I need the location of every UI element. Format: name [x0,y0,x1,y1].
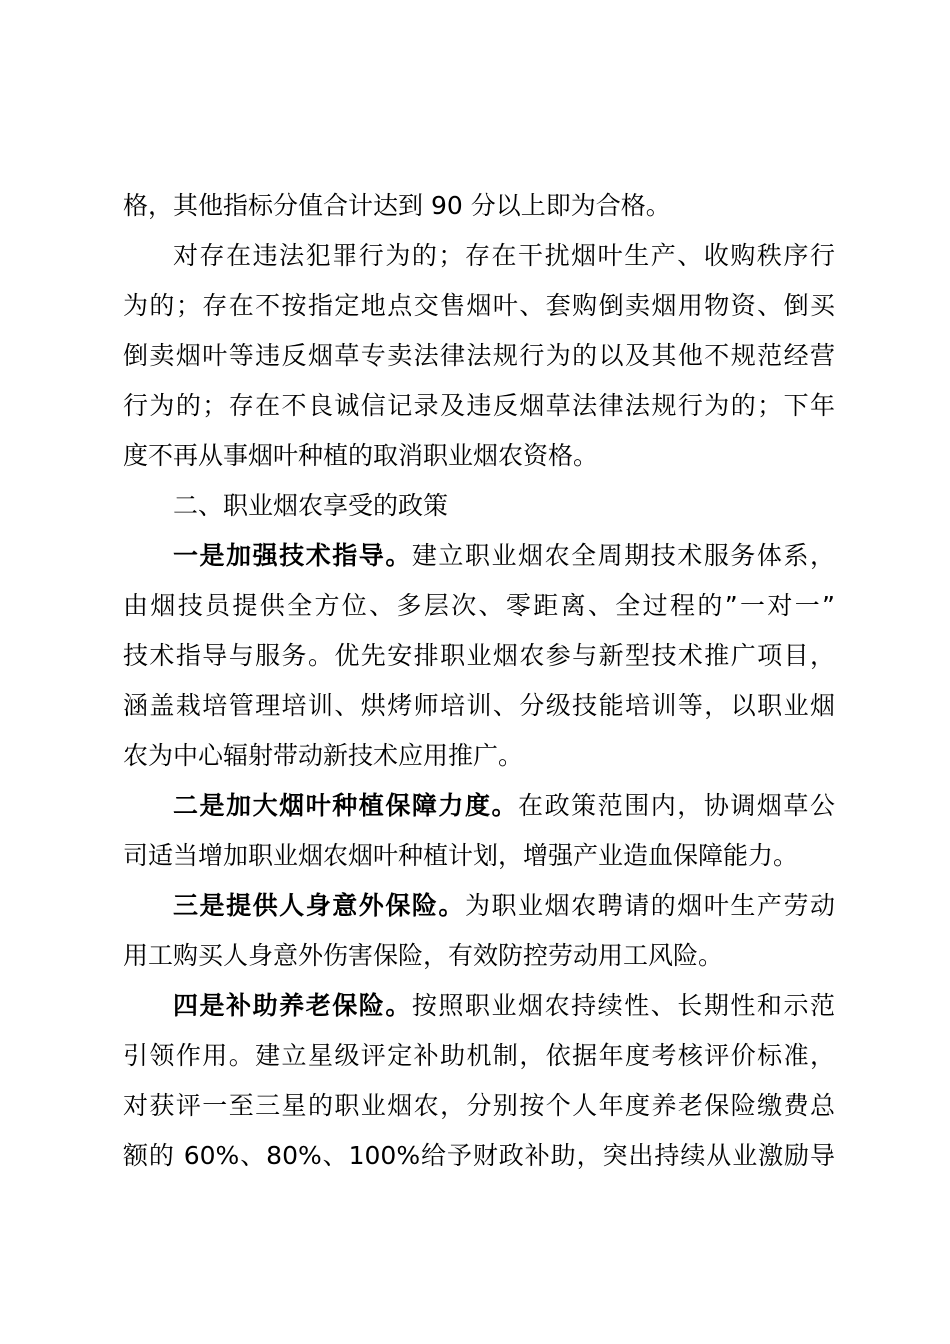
text-line [173,788,835,824]
text-line [123,1088,835,1124]
text-segment: 格，其他指标分值合计达到 90 分以上即为合格。 [123,191,671,220]
text-line [123,338,835,374]
text-segment: 用工购买人身意外伤害保险，有效防控劳动用工风险。 [123,941,724,970]
text-segment: 技术指导与服务。优先安排职业烟农参与新型技术推广项目， [123,641,835,670]
text-line [123,588,835,624]
text-line [123,1038,835,1074]
policy-lead: 二是加大烟叶种植保障力度。 [173,791,519,820]
text-segment: 司适当增加职业烟农烟叶种植计划，增强产业造血保障能力。 [123,841,799,870]
text-segment: 按照职业烟农持续性、长期性和示范 [411,991,835,1020]
text-segment: 额的 60%、80%、100%给予财政补助，突出持续从业激励导 [123,1141,835,1170]
text-segment: 度不再从事烟叶种植的取消职业烟农资格。 [123,441,599,470]
text-line [123,388,835,424]
text-segment: 建立职业烟农全周期技术服务体系， [411,541,835,570]
text-segment: 倒卖烟叶等违反烟草专卖法律法规行为的以及其他不规范经营 [123,341,835,370]
text-line [123,688,835,724]
text-line [173,888,835,924]
text-line [123,1138,835,1174]
text-segment: 二、职业烟农享受的政策 [173,491,449,520]
text-line [123,288,835,324]
text-line [173,988,835,1024]
policy-lead: 四是补助养老保险。 [173,991,412,1020]
text-line [123,938,835,974]
text-line [123,838,835,874]
text-line [123,638,835,674]
text-segment: 农为中心辐射带动新技术应用推广。 [123,741,524,770]
text-line [123,188,835,224]
text-line [123,738,835,774]
section-heading [173,488,835,524]
text-line [123,438,835,474]
text-segment: 在政策范围内，协调烟草公 [518,791,835,820]
text-segment: 为职业烟农聘请的烟叶生产劳动 [464,891,835,920]
text-line [173,238,835,274]
text-segment: 引领作用。建立星级评定补助机制，依据年度考核评价标准， [123,1041,835,1070]
policy-lead: 三是提供人身意外保险。 [173,891,465,920]
text-segment: 对获评一至三星的职业烟农，分别按个人年度养老保险缴费总 [123,1091,835,1120]
text-segment: 对存在违法犯罪行为的；存在干扰烟叶生产、收购秩序行 [173,241,835,270]
text-segment: 为的；存在不按指定地点交售烟叶、套购倒卖烟用物资、倒买 [123,291,835,320]
policy-lead: 一是加强技术指导。 [173,541,412,570]
text-segment: 行为的；存在不良诚信记录及违反烟草法律法规行为的；下年 [123,391,835,420]
text-segment: 由烟技员提供全方位、多层次、零距离、全过程的”一对一” [123,591,835,620]
text-line [173,538,835,574]
text-segment: 涵盖栽培管理培训、烘烤师培训、分级技能培训等，以职业烟 [123,691,835,720]
